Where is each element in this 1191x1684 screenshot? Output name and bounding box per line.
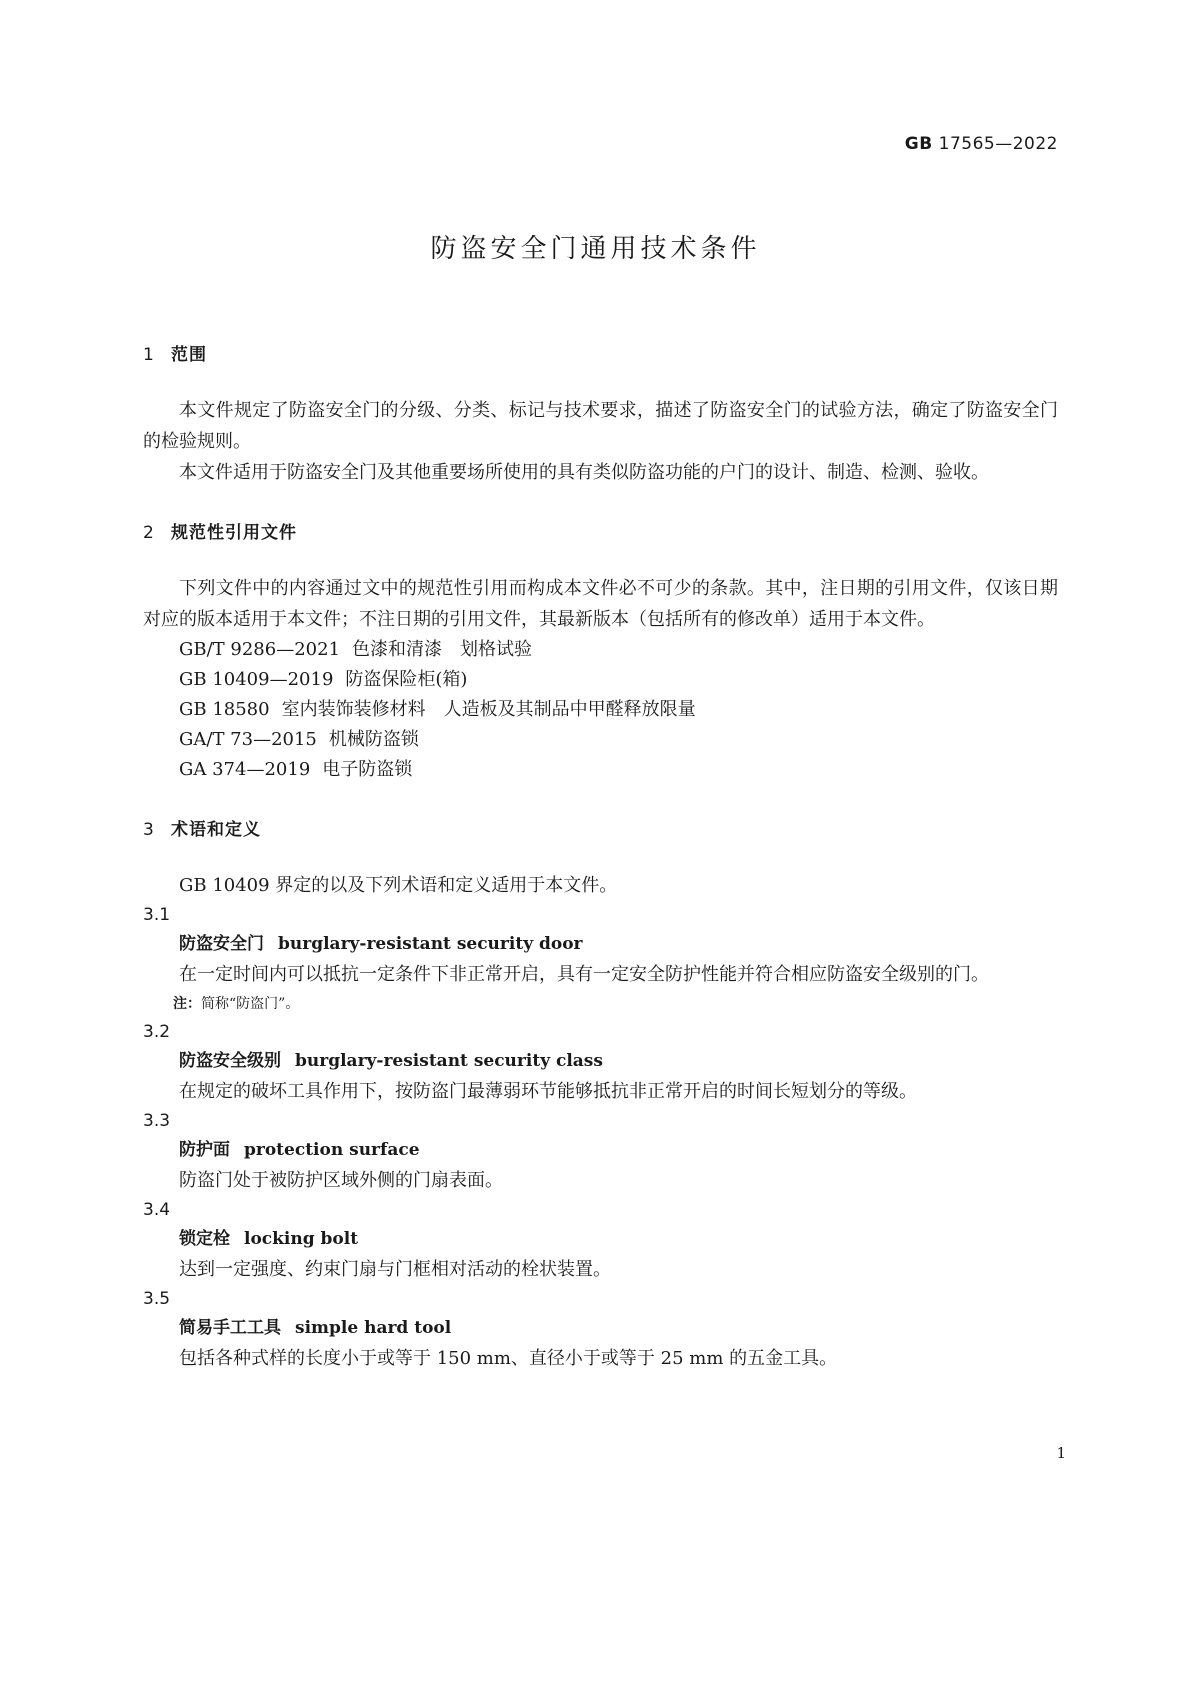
term-cn: 锁定栓 <box>179 1229 230 1249</box>
reference-item <box>143 635 1058 665</box>
reference-code: GB/T 9286—2021 <box>179 639 341 660</box>
term-definition: 包括各种式样的长度小于或等于 150 mm、直径小于或等于 25 mm 的五金工具。 <box>179 1348 838 1369</box>
term-definition: 在一定时间内可以抵抗一定条件下非正常开启，具有一定安全防护性能并符合相应防盗安全级别的门。 <box>179 964 989 985</box>
term-definition: 在规定的破坏工具作用下，按防盗门最薄弱环节能够抵抗非正常开启的时间长短划分的等级。 <box>179 1081 917 1102</box>
reference-code: GB 10409—2019 <box>179 669 334 690</box>
paragraph: 下列文件中的内容通过文中的规范性引用而构成本文件必不可少的条款。其中，注日期的引用文件，仅该日期对应的版本适用于本文件；不注日期的引用文件，其最新版本（包括所有的修改单）适用于本文件。 <box>143 578 1058 630</box>
reference-title: 电子防盗锁 <box>322 759 413 780</box>
section-number: 3 <box>143 820 155 840</box>
reference-title: 色漆和清漆 划格试验 <box>352 639 533 660</box>
section-number: 2 <box>143 523 155 543</box>
term-en: burglary-resistant security door <box>278 934 583 954</box>
term-en: simple hard tool <box>295 1318 452 1338</box>
paragraph: 本文件适用于防盗安全门及其他重要场所使用的具有类似防盗功能的户门的设计、制造、检测、验收。 <box>179 462 989 483</box>
term-definition: 达到一定强度、约束门扇与门框相对活动的栓状装置。 <box>179 1259 611 1280</box>
term-en: burglary-resistant security class <box>295 1051 603 1071</box>
term-definition: 防盗门处于被防护区域外侧的门扇表面。 <box>179 1170 503 1191</box>
term-number: 3.4 <box>143 1200 171 1220</box>
section-title: 范围 <box>171 345 207 365</box>
reference-item <box>143 755 1058 785</box>
note-text: 简称“防盗门”。 <box>201 996 300 1012</box>
paragraph: 本文件规定了防盗安全门的分级、分类、标记与技术要求，描述了防盗安全门的试验方法，确定了防盗安全门的检验规则。 <box>143 400 1058 452</box>
section-title: 规范性引用文件 <box>171 523 297 543</box>
note-label: 注： <box>173 996 201 1012</box>
term-en: protection surface <box>244 1140 420 1160</box>
section-heading-terms <box>143 815 1058 840</box>
term-en: locking bolt <box>244 1229 359 1249</box>
reference-title: 机械防盗锁 <box>328 729 419 750</box>
document-title: 防盗安全门通用技术条件 <box>430 234 761 264</box>
reference-item <box>143 695 1058 725</box>
reference-title: 防盗保险柜(箱) <box>345 669 468 690</box>
reference-code: GB 18580 <box>179 699 270 720</box>
reference-item <box>143 665 1058 695</box>
term-heading <box>143 1224 1058 1254</box>
reference-code: GA 374—2019 <box>179 759 311 780</box>
page-number: 1 <box>1056 1444 1066 1462</box>
standard-code: 17565—2022 <box>938 134 1058 154</box>
term-heading <box>143 1313 1058 1343</box>
section-heading-scope <box>143 340 1058 365</box>
term-heading <box>143 1135 1058 1165</box>
term-number: 3.1 <box>143 905 171 925</box>
reference-code: GA/T 73—2015 <box>179 729 317 750</box>
section-heading-normative-references <box>143 518 1058 543</box>
term-cn: 防盗安全门 <box>179 934 264 954</box>
standard-number <box>905 134 1058 154</box>
reference-title: 室内装饰装修材料 人造板及其制品中甲醛释放限量 <box>281 699 696 720</box>
section-number: 1 <box>143 345 155 365</box>
term-number: 3.5 <box>143 1289 171 1309</box>
standard-prefix: GB <box>904 134 933 154</box>
term-note <box>143 990 1058 1018</box>
term-number: 3.3 <box>143 1111 171 1131</box>
term-cn: 简易手工工具 <box>179 1318 281 1338</box>
section-title: 术语和定义 <box>171 820 261 840</box>
term-cn: 防盗安全级别 <box>179 1051 281 1071</box>
term-heading <box>143 929 1058 959</box>
reference-item <box>143 725 1058 755</box>
term-heading <box>143 1046 1058 1076</box>
paragraph: GB 10409 界定的以及下列术语和定义适用于本文件。 <box>179 875 618 896</box>
term-cn: 防护面 <box>179 1140 230 1160</box>
document-body <box>143 340 1058 1374</box>
term-number: 3.2 <box>143 1022 171 1042</box>
